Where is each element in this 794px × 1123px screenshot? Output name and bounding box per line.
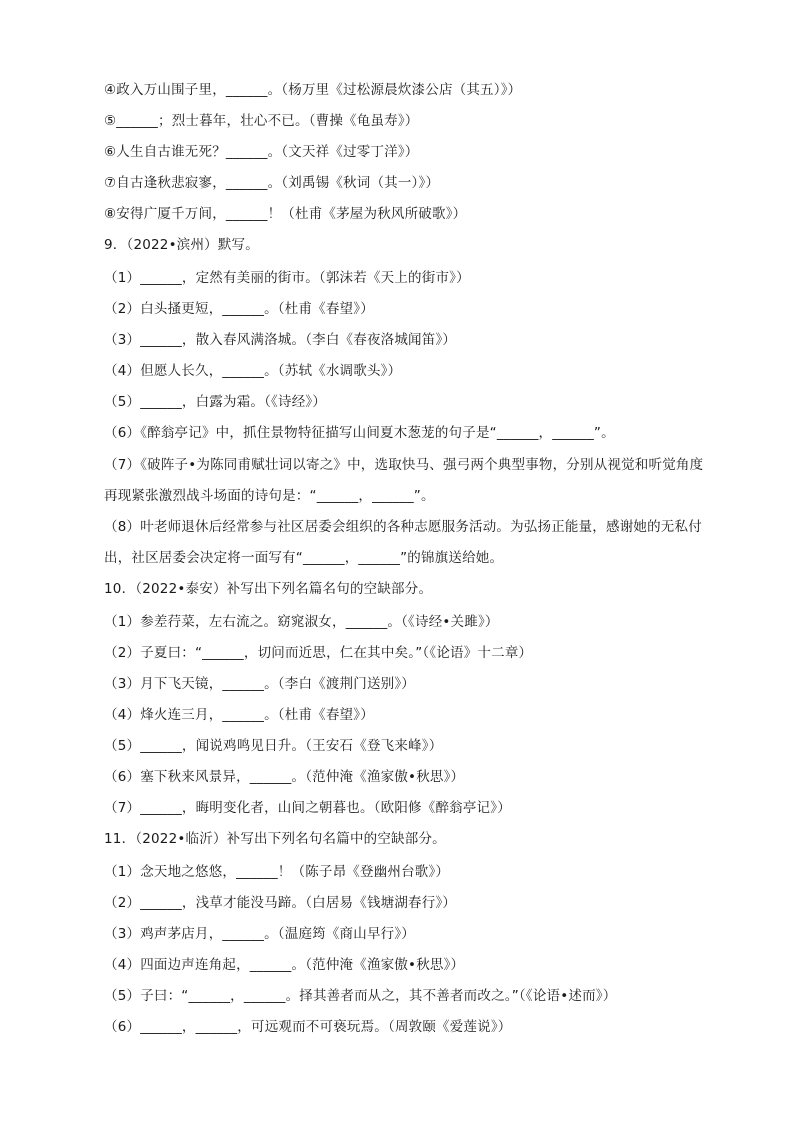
item-line: （5）______，闻说鸡鸣见日升。（王安石《登飞来峰》）	[104, 738, 443, 754]
item-line: （2）子夏曰：“______，切问而近思，仁在其中矣。”（《论语》十二章）	[104, 645, 533, 661]
item-line: （6）《醉翁亭记》中，抓住景物特征描写山间夏木葱茏的句子是“______，______”。	[104, 425, 615, 441]
question-heading-9: 9．（2022•滨州）默写。	[104, 237, 259, 253]
item-line: ⑦自古逢秋悲寂寥，______。（刘禹锡《秋词（其一）》）	[104, 175, 440, 191]
item-line: ⑧安得广厦千万间，______！（杜甫《茅屋为秋风所破歌》）	[104, 206, 467, 222]
item-line: （7）______，晦明变化者，山间之朝暮也。（欧阳修《醉翁亭记》）	[104, 800, 511, 816]
item-line: （3）鸡声茅店月，______。（温庭筠《商山早行》）	[104, 926, 415, 942]
item-line: （4）四面边声连角起，______。（范仲淹《渔家傲•秋思》）	[104, 957, 465, 973]
item-line: （8）叶老师退休后经常参与社区居委会组织的各种志愿服务活动。为弘扬正能量，感谢她的无私付	[104, 519, 702, 535]
item-line: （3）月下飞天镜，______。（李白《渡荆门送别》）	[104, 676, 415, 692]
question-heading-10: 10．（2022•泰安）补写出下列名篇名句的空缺部分。	[104, 581, 433, 597]
item-line: ④政入万山围子里，______。（杨万里《过松源晨炊漆公店（其五）》）	[104, 82, 522, 98]
item-line: （6）______，______，可远观而不可亵玩焉。（周敦颐《爱莲说》）	[104, 1019, 512, 1035]
item-line: ⑤______；烈士暮年，壮心不已。（曹操《龟虽寿》）	[104, 113, 419, 129]
item-line: （1）念天地之悠悠，______！（陈子昂《登幽州台歌》）	[104, 864, 450, 880]
item-line: ⑥人生自古谁无死？______。（文天祥《过零丁洋》）	[104, 144, 419, 160]
item-line: （5）子曰：“______，______。择其善者而从之，其不善者而改之。”（《论语•述而》）	[104, 988, 617, 1004]
item-line-continued: 出，社区居委会决定将一面写有“______，______”的锦旗送给她。	[104, 550, 504, 566]
item-line: （6）塞下秋来风景异，______。（范仲淹《渔家傲•秋思》）	[104, 769, 465, 785]
item-line-continued: 再现紧张激烈战斗场面的诗句是：“______，______”。	[104, 488, 435, 504]
item-line: （4）但愿人长久，______。（苏轼《水调歌头》）	[104, 363, 402, 379]
item-line: （7）《破阵子•为陈同甫赋壮词以寄之》中，选取快马、强弓两个典型事物，分别从视觉和听觉角度	[104, 457, 704, 473]
question-heading-11: 11．（2022•临沂）补写出下列名句名篇中的空缺部分。	[104, 831, 446, 847]
item-line: （1）______，定然有美丽的街市。（郭沫若《天上的街市》）	[104, 270, 470, 286]
item-line: （3）______，散入春风满洛城。（李白《春夜洛城闻笛》）	[104, 332, 457, 348]
item-line: （2）白头搔更短，______。（杜甫《春望》）	[104, 301, 374, 317]
item-line: （4）烽火连三月，______。（杜甫《春望》）	[104, 707, 374, 723]
item-line: （5）______，白露为霜。（《诗经》）	[104, 394, 327, 410]
item-line: （1）参差荇菜，左右流之。窈窕淑女，______。（《诗经•关雎》）	[104, 614, 499, 630]
item-line: （2）______，浅草才能没马蹄。（白居易《钱塘湖春行》）	[104, 895, 457, 911]
